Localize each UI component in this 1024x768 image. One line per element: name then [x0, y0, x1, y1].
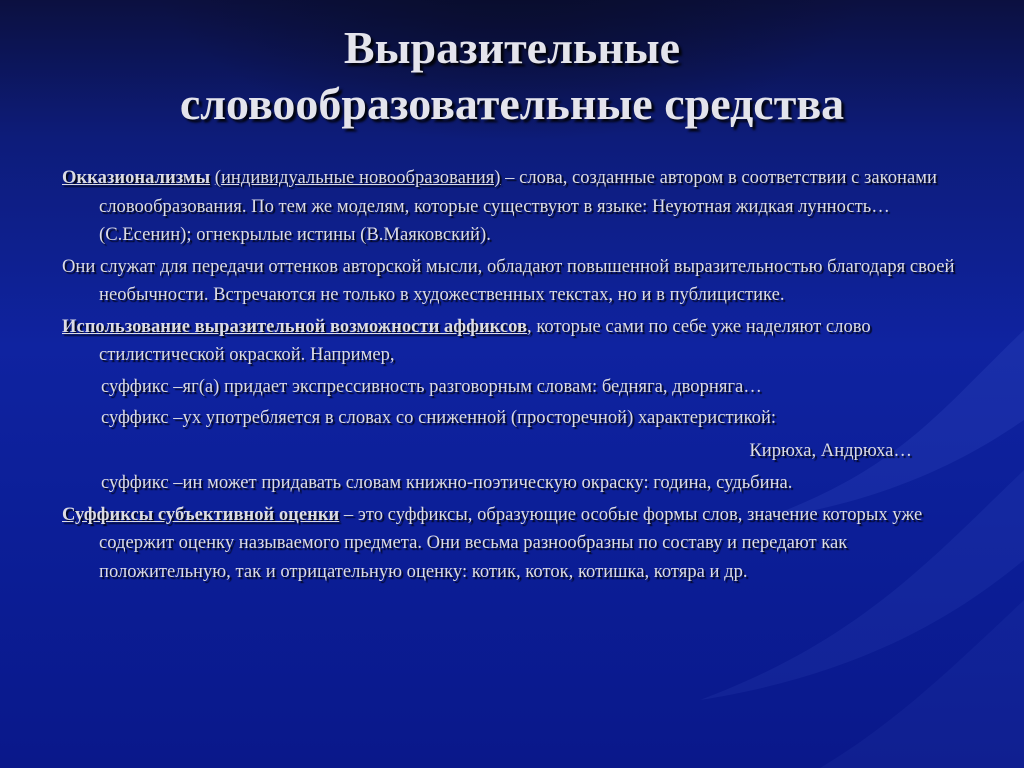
slide-content: [62, 164, 962, 589]
paragraph-text: – слова, созданные автором в соответствии с законами словообразования. По тем же моделям, которые существуют в языке: Неуютная жидкая лунность…(С.Есенин); огнекрылые истины (В.Маяковский).: [99, 167, 937, 245]
term-parenthetical: (индивидуальные новообразования): [214, 167, 501, 188]
paragraph-occasionalisms: [62, 164, 962, 250]
paragraph-text: Они служат для передачи оттенков авторской мысли, обладают повышенной выразительностью благодаря своей необычности. Встречаются не только в художественных текстах, но и в публицистике.: [62, 255, 955, 305]
term-affixes: Использование выразительной возможности аффиксов: [62, 315, 528, 337]
paragraph-affixes: [62, 313, 962, 370]
slide-title: [0, 20, 1024, 132]
title-line-1: Выразительные: [343, 22, 681, 73]
paragraph-text: , которые сами по себе уже наделяют слово стилистической окраской. Например,: [99, 315, 871, 365]
example-suffix-ukh-words: Кирюха, Андрюха…: [749, 439, 912, 461]
example-suffix-ukh: суффикс –ух употребляется в словах со сниженной (просторечной) характеристикой:: [101, 407, 777, 428]
paragraph-text: – это суффиксы, образующие особые формы слов, значение которых уже содержит оценку называемого предмета. Они весьма разнообразны по составу и передают как положительную, так и отрицательную оценку: котик, коток, котишка, котяра и др.: [99, 503, 923, 582]
title-line-2: словообразовательные средства: [179, 78, 845, 129]
paragraph-subjective-suffixes: [62, 501, 962, 587]
term-occasionalisms: Окказионализмы: [62, 167, 211, 188]
paragraph-function: [62, 253, 962, 310]
example-suffix-yag: суффикс –яг(а) придает экспрессивность разговорным словам: бедняга, дворняга…: [101, 375, 762, 397]
example-suffix-in: суффикс –ин может придавать словам книжно-поэтическую окраску: година, судьбина.: [101, 472, 793, 493]
term-subjective-suffixes: Суффиксы субъективной оценки: [62, 503, 340, 525]
